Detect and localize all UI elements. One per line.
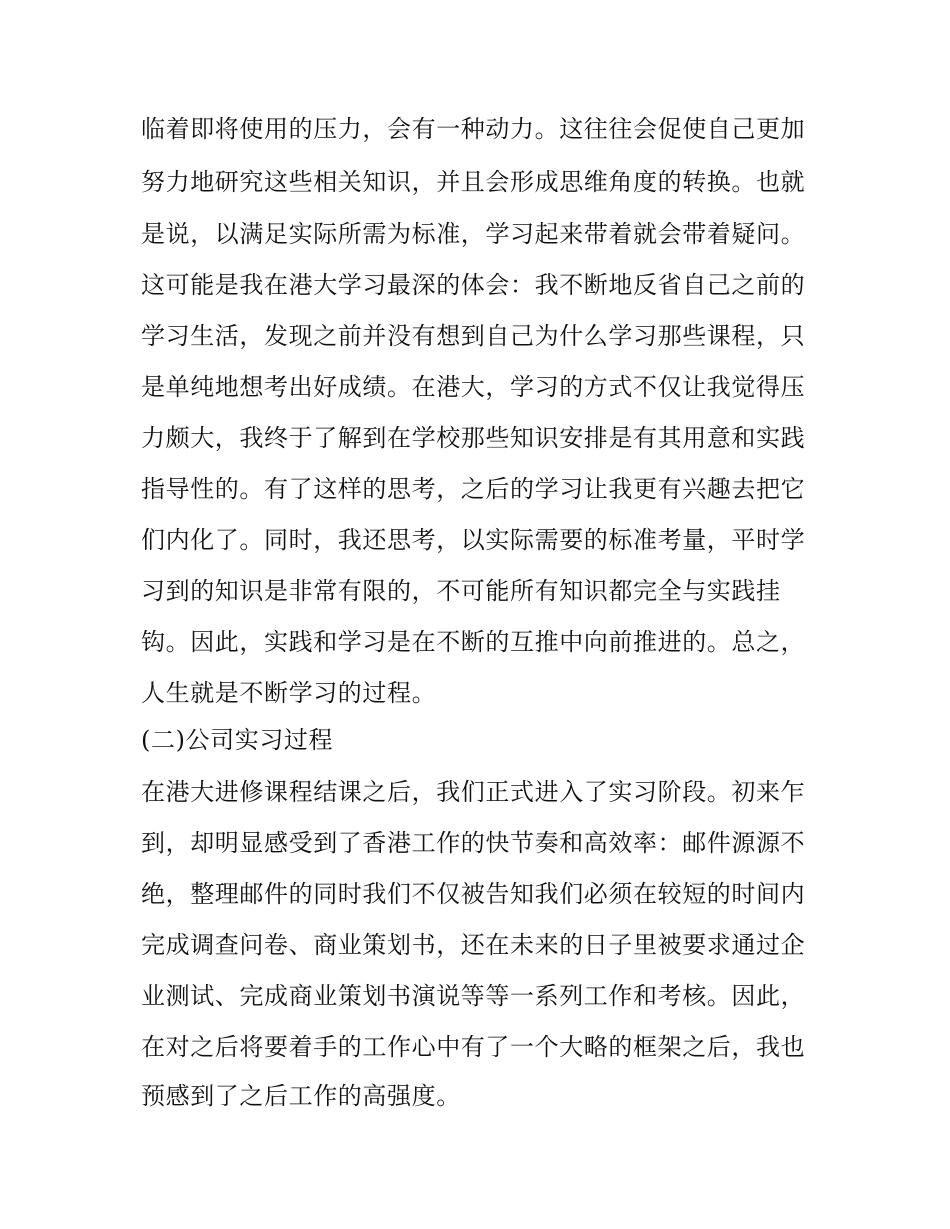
paragraph-line: 努力地研究这些相关知识，并且会形成思维角度的转换。也就 [141, 168, 806, 196]
paragraph-line: 人生就是不断学习的过程。 [141, 679, 437, 707]
paragraph-line: 钩。因此，实践和学习是在不断的互推中向前推进的。总之， [141, 628, 806, 656]
paragraph-line: 业测试、完成商业策划书演说等等一系列工作和考核。因此， [141, 982, 806, 1010]
section-heading: (二)公司实习过程 [141, 726, 334, 754]
paragraph-line: 学习生活，发现之前并没有想到自己为什么学习那些课程，只 [141, 322, 806, 350]
paragraph-line: 在对之后将要着手的工作心中有了一个大略的框架之后，我也 [141, 1033, 806, 1061]
paragraph-line: 这可能是我在港大学习最深的体会：我不断地反省自己之前的 [141, 271, 806, 299]
paragraph-line: 们内化了。同时，我还思考，以实际需要的标准考量，平时学 [141, 526, 806, 554]
paragraph-line: 力颇大，我终于了解到在学校那些知识安排是有其用意和实践 [141, 424, 806, 452]
paragraph-line: 习到的知识是非常有限的，不可能所有知识都完全与实践挂 [141, 577, 781, 605]
paragraph-line: 是说，以满足实际所需为标准，学习起来带着就会带着疑问。 [141, 220, 806, 248]
paragraph-line: 绝，整理邮件的同时我们不仅被告知我们必须在较短的时间内 [141, 880, 806, 908]
paragraph-line: 临着即将使用的压力，会有一种动力。这往往会促使自己更加 [141, 115, 806, 143]
paragraph-line: 到，却明显感受到了香港工作的快节奏和高效率：邮件源源不 [141, 829, 806, 857]
paragraph-line: 在港大进修课程结课之后，我们正式进入了实习阶段。初来乍 [141, 778, 806, 806]
paragraph-line: 预感到了之后工作的高强度。 [141, 1082, 461, 1110]
paragraph-line: 完成调查问卷、商业策划书，还在未来的日子里被要求通过企 [141, 931, 806, 959]
paragraph-line: 是单纯地想考出好成绩。在港大，学习的方式不仅让我觉得压 [141, 373, 806, 401]
paragraph-line: 指导性的。有了这样的思考，之后的学习让我更有兴趣去把它 [141, 475, 806, 503]
